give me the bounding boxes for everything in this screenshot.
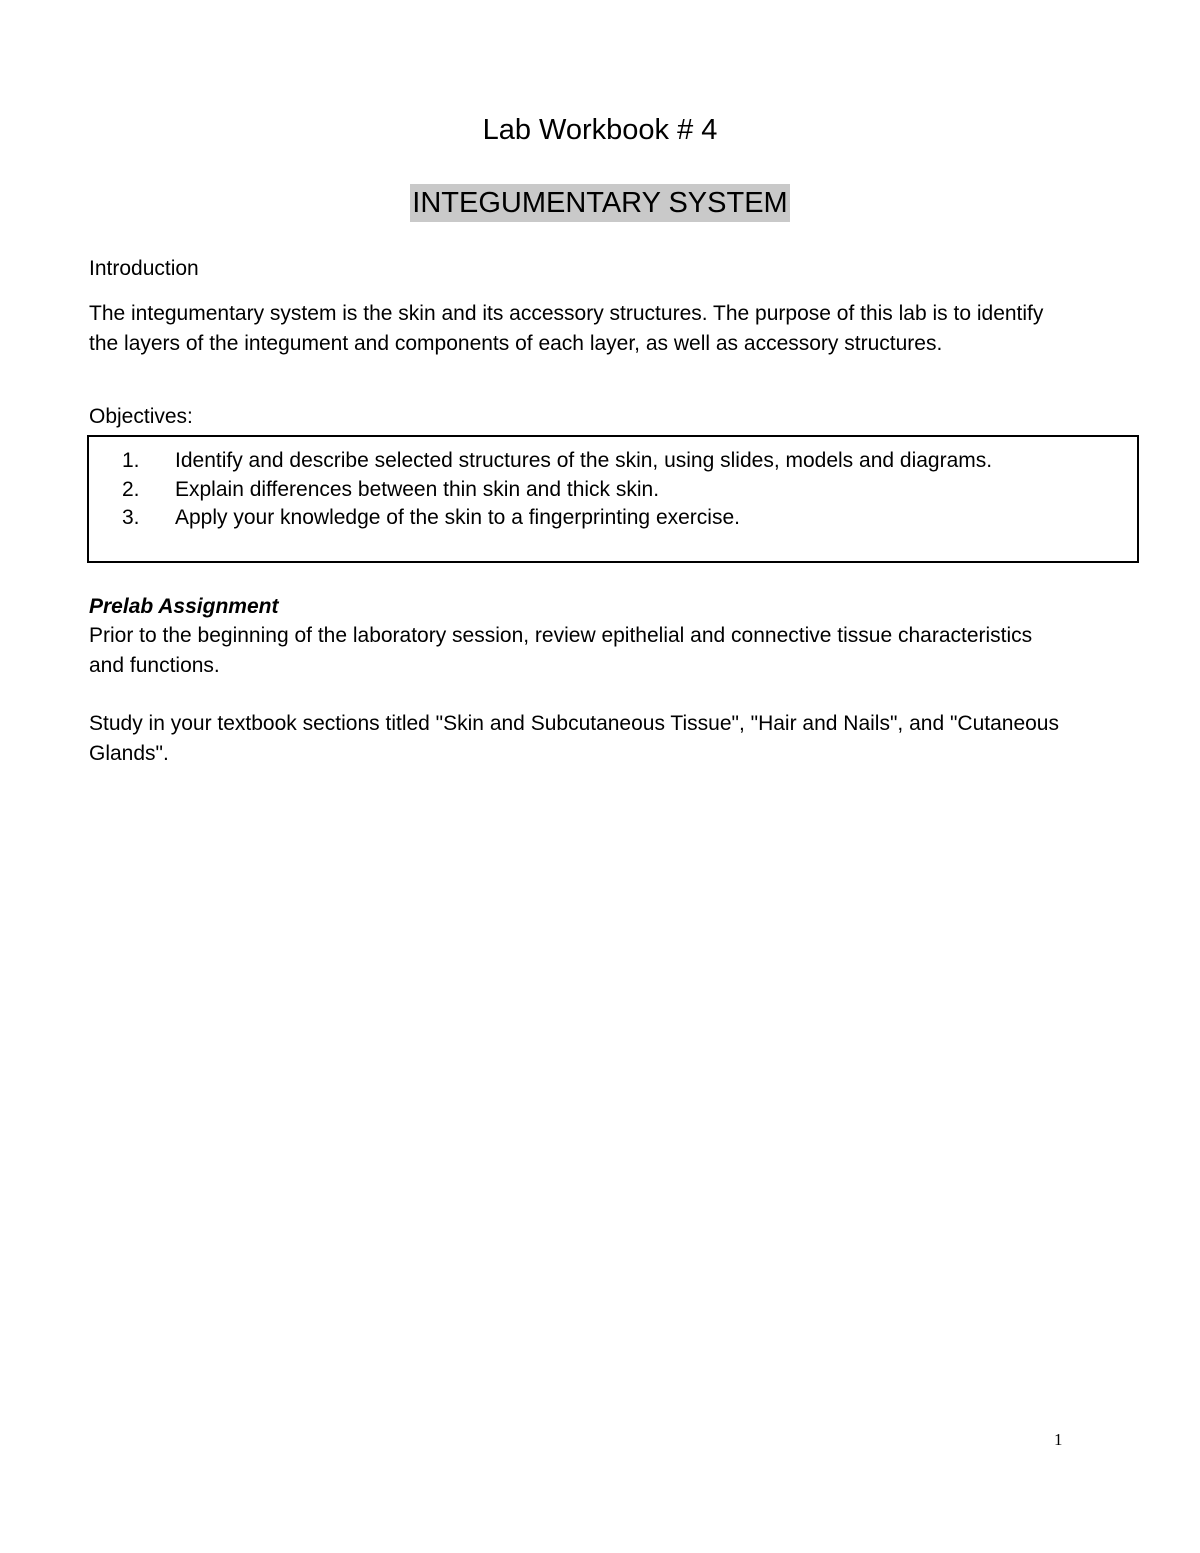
objective-text: Identify and describe selected structures of the skin, using slides, models and diagrams. — [175, 449, 993, 472]
objectives-label: Objectives: — [89, 405, 193, 428]
objective-item — [89, 504, 1137, 533]
objectives-list — [89, 447, 1137, 533]
objective-item — [89, 447, 1137, 476]
objective-text: Explain differences between thin skin and thick skin. — [175, 477, 660, 501]
introduction-label: Introduction — [89, 257, 199, 280]
objectives-box — [87, 435, 1139, 563]
objective-number: 3. — [122, 506, 140, 529]
section-heading: INTEGUMENTARY SYSTEM — [410, 184, 789, 222]
study-paragraph: Study in your textbook sections titled "Skin and Subcutaneous Tissue", "Hair and Nails", and "Cutaneous Glands". — [89, 712, 1059, 765]
prelab-paragraph: Prior to the beginning of the laboratory session, review epithelial and connective tissue characteristics and functions. — [89, 624, 1033, 677]
objective-number: 2. — [122, 477, 140, 501]
objective-item — [89, 476, 1137, 505]
prelab-heading: Prelab Assignment — [89, 595, 279, 618]
objective-text: Apply your knowledge of the skin to a fingerprinting exercise. — [175, 506, 740, 529]
section-heading-container — [0, 184, 1200, 222]
page-number: 1 — [1054, 1430, 1063, 1449]
objective-number: 1. — [122, 449, 140, 472]
document-title: Lab Workbook # 4 — [482, 114, 718, 146]
introduction-paragraph: The integumentary system is the skin and its accessory structures. The purpose of this lab is to identify the layers of the integument and components of each layer, as well as accessory structures. — [89, 302, 1044, 355]
